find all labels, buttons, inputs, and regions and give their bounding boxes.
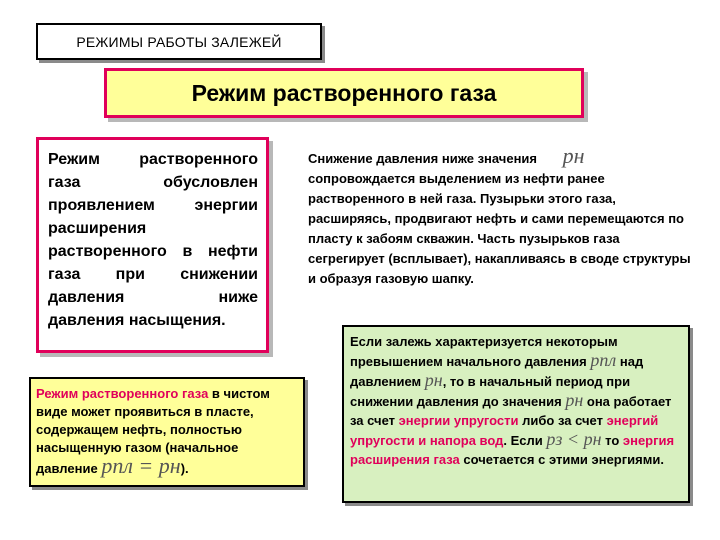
definition-line: давления ниже bbox=[48, 289, 258, 306]
formula-pn: pн bbox=[562, 143, 585, 168]
formula-pz-lt-pn: pз < pн bbox=[546, 429, 602, 449]
process-description bbox=[308, 143, 698, 289]
formula-ppl-eq-pn: pпл = pн bbox=[101, 453, 181, 478]
pure-mode-note bbox=[29, 377, 305, 487]
process-rest: сопровождается выделением из нефти ранее растворенного в ней газа. Пузырьки этого газа, расширяясь, продвигают нефть и сами перемещаются по пласту к забоям скважин. Часть пузырьков газа сегрегирует (всплывает), накапливаясь в своде структуры и образуя газовую шапку. bbox=[308, 171, 691, 286]
definition-line: газа при снижении bbox=[48, 266, 258, 283]
definition-line: давления насыщения. bbox=[48, 312, 226, 329]
process-line1: Снижение давления ниже значения bbox=[308, 151, 538, 166]
definition-line: растворенного в нефти bbox=[48, 243, 258, 260]
combined-text: . Если bbox=[503, 433, 543, 448]
definition-line: проявлением энергии bbox=[48, 197, 258, 214]
formula-pn: pн bbox=[424, 370, 443, 390]
definition-line: газа обусловлен bbox=[48, 174, 258, 191]
combined-mode-note bbox=[342, 325, 690, 503]
definition-line: Режим растворенного bbox=[48, 151, 258, 168]
formula-pn: pн bbox=[565, 390, 584, 410]
combined-text: , то в начальный период при снижении давления до значения bbox=[350, 374, 631, 409]
slide-title bbox=[104, 68, 584, 118]
pure-mode-end: ). bbox=[180, 461, 189, 476]
pure-mode-text: в чистом виде может проявиться в пласте, содержащем нефть, полностью насыщенную газом (начальное давление bbox=[36, 386, 270, 476]
definition-box bbox=[36, 137, 269, 353]
definition-line: расширения bbox=[48, 220, 147, 237]
combined-text: над давлением bbox=[350, 354, 644, 389]
combined-text: Если залежь характеризуется некоторым превышением начального давления bbox=[350, 334, 618, 369]
elastic-energy-highlight: энергии упругости bbox=[398, 413, 519, 428]
pure-mode-highlight: Режим растворенного газа bbox=[36, 386, 209, 401]
slide-header-label: РЕЖИМЫ РАБОТЫ ЗАЛЕЖЕЙ bbox=[76, 33, 282, 50]
combined-text: сочетается с этими энергиями. bbox=[459, 452, 664, 467]
formula-ppl: pпл bbox=[590, 350, 617, 370]
water-drive-highlight: энергий упругости и напора вод bbox=[350, 413, 659, 448]
combined-text: то bbox=[605, 433, 620, 448]
slide-title-label: Режим растворенного газа bbox=[191, 79, 497, 106]
gas-expansion-highlight: энергия расширения газа bbox=[350, 433, 675, 467]
combined-text: либо за счет bbox=[518, 413, 607, 428]
combined-text: она работает за счет bbox=[350, 394, 672, 428]
slide-header bbox=[36, 23, 322, 60]
